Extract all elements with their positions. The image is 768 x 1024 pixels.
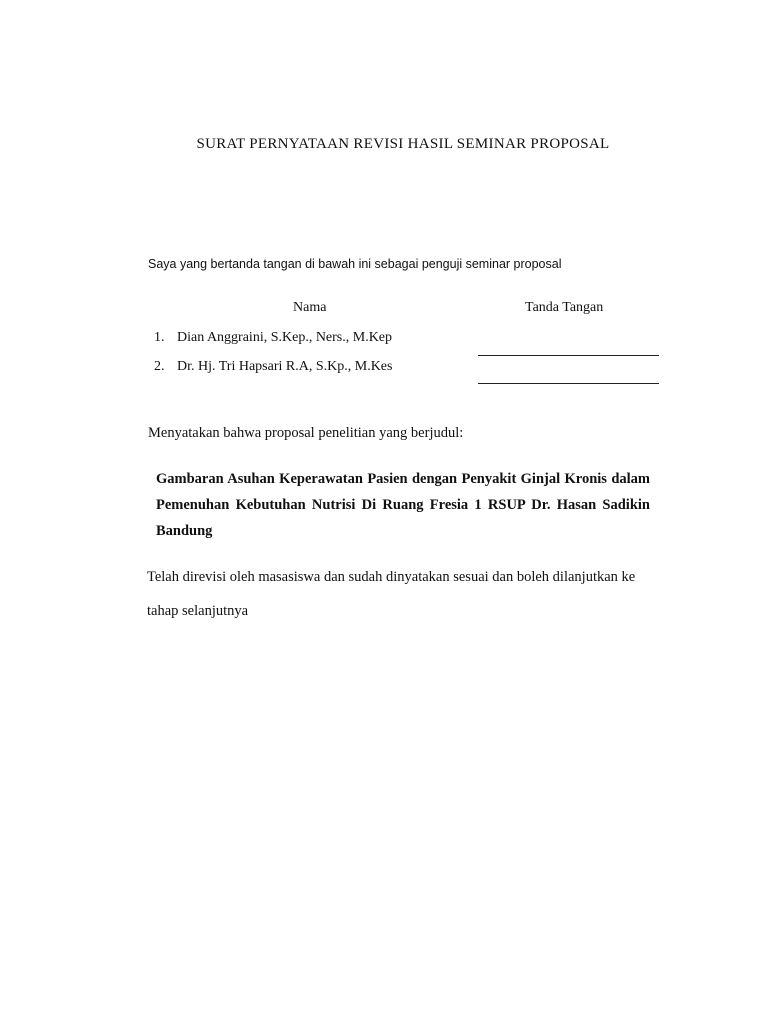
conclusion-text: Telah direvisi oleh masasiswa dan sudah dinyatakan sesuai dan boleh dilanjutkan ke tahap selanjutnya xyxy=(147,569,636,619)
examiner-name: Dian Anggraini, S.Kep., Ners., M.Kep xyxy=(177,330,393,345)
document-title: SURAT PERNYATAAN REVISI HASIL SEMINAR PROPOSAL xyxy=(196,136,610,152)
examiner-name: Dr. Hj. Tri Hapsari R.A, S.Kp., M.Kes xyxy=(177,359,393,374)
signature-line xyxy=(478,383,659,384)
statement-text: Menyatakan bahwa proposal penelitian yang berjudul: xyxy=(148,425,464,441)
research-title: Gambaran Asuhan Keperawatan Pasien dengan Penyakit Ginjal Kronis dalam Pemenuhan Kebutuhan Nutrisi Di Ruang Fresia 1 RSUP Dr. Hasan Sadikin Bandung xyxy=(156,471,650,539)
signature-line xyxy=(478,355,659,356)
column-header-signature: Tanda Tangan xyxy=(525,300,604,315)
column-header-name: Nama xyxy=(293,300,327,315)
intro-text: Saya yang bertanda tangan di bawah ini sebagai penguji seminar proposal xyxy=(148,257,562,271)
examiner-row xyxy=(154,359,392,375)
examiner-number: 2. xyxy=(154,359,165,374)
examiner-number: 1. xyxy=(154,330,165,345)
examiner-row xyxy=(154,330,392,346)
